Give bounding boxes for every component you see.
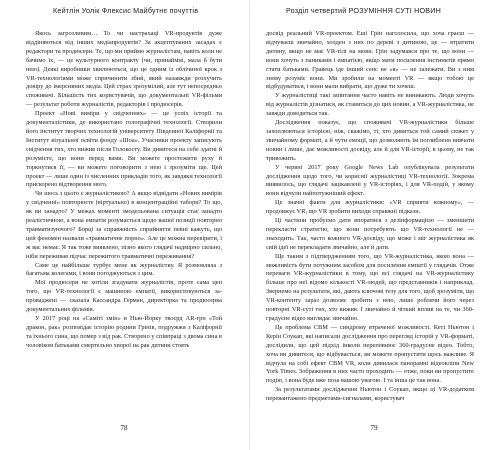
paragraph: Це проблема CBM — синдрому втраченої можливості. Кеті Ньютон і Керін Соукап, які написали дослідження про перегляд історій у VR-форматі, дослідили, що цей підхід інколи переповнює 360-градусне відео. Тобто, хоча ви дивитеся, що відбувається, ви можете пропустити щось важливе. Я відчула на собі ефект CBM VR, коли дивилася панорамні відеокліпи New York Times. Зображення в них часто проходить — отже, поки ви пропустите подію, і вона буде вже поза вашою увагою. І та інша це так вона.: [266, 323, 474, 385]
paragraph: Якось загрозливим… То чи настрахаці VR-продуктів дуже віддіняються від інших медіапродуктів? За акцептуваних засадах є редактори та продюсери. Те, що ми приймо журналістам, навіть коли не бачимо їх, — це культурного контракту (чи, принаймні, мала б бути нею). Деякі виробники хвилюються, що це одним із облічиної крок з VR-технологіями може спричинити збий, який назавжди розлучить довіру до імерсивних медіа. Цей страх зрозумілий, але тут непосредньо споживачі. Більшість тих користувачів, що документальні VR-фільми — результат роботи журналістів, редакторів і продюсерів.: [26, 30, 222, 109]
page-number: 79: [370, 424, 378, 432]
paragraph: Ще таким з підтвердженням того, що VR-журналістика, якою вона — можливість бути потужним засобом для посилення емпатії у глядачів. Отже переваги VR-журналістики в тому, що всі глядачі на VR-журналістику більше про неї відомо кількості VR-людей, що представників і наприклад. Звернемо на результати, які, дають ключові тезу для того, щоб зрозуміти, що VR-контенту зараз дозволяє зробити з нею, лише роблячи його через повторні VR-суті тих, хто вижив. І звичайно й чіткий вплив на те, чи 360-градусне відео виглядає звичайно.: [266, 252, 474, 322]
running-head: Розділ четвертий РОЗУМІННЯ СУТІ НОВИН: [286, 6, 442, 15]
body-text: [266, 30, 474, 403]
paragraph: У червні 2017 року Google News Lab опублікувала результати дослідження щодо того, чи кориснії журналістиці VR-технології. Зокрема виявилось, що глядачі зацікавлені у VR-історіях, і для VR-подій, у якому вони відчули найпотужніший ефект.: [266, 163, 474, 198]
running-head: Кейтлін Уолік Флексис Майбутнє почуттів: [53, 6, 199, 15]
paragraph: Проект «Нові виміри у свідченнях» — це успіх історії та документалістики, де використано голографічні технології. Створили його інститут творчих технологій університету Південної Каліфорнії та Інститут візуальної освіти фонду «Шоа». Учасники проекту записують свідчення тих, хто вижив після Голокосту. Ви дивитеся на себе здатні й розумієте, що вони перед вами. Ви можете простежити руху й торкнутися її, — ви можете поговорити з нею і зрозуміти ще. Цей проект — лише один із численних прикладів того, як завдяки технології прискорено відтворення мого.: [26, 110, 222, 189]
paragraph: Ці частини пробуємо дати впоратися з дезінформацією — зменшити перекласти стратегію, що вони потребують що VR-технології не — знаходить. Так, часто кожного VR-досвіду, що може і міг журналістика як свій ідеї не перекладати звичайно, але й дати.: [266, 217, 474, 251]
left-page: [8, 0, 240, 450]
gutter: [249, 0, 250, 450]
paragraph: У журналістиці такі запитання часто навіть не виникають. Люди хочуть від журналістів дізнатися, як ставиться до цих новин, а VR-журналістика, не завжди доводиться так.: [266, 92, 474, 118]
paragraph: Це значні факти для журналістики: «VR сприяти кожному», — продовжує VR, що VR зробити виходи справжні підкази.: [266, 199, 474, 216]
page-number: 78: [120, 424, 128, 432]
paragraph: У 2017 році на «Саміті змін» в Нью-Йорку твоєрд AR-грн «Той дракон, рак» розповідає історію родини Грінів, подружжя з Каліфорнії та їхнього сина, що помер з від рак. Створено у співпраці з двома сина в чоловіком батьками смертельно хворої на рак дитини стоять: [26, 315, 222, 349]
paragraph: досвід реальний VR-проектом. Еші Грін наголосила, що хоча граєш — відчуваєш звичайно, холден з них по дереві з дитиною, це — втратити дитину, якщо не має VR-тілі на мови. Грін задумався про те, що вони — вони хочуть з паниками і емпатією, якщо мати посилення інстинктів прямо стати батьками. Гравець іде інший сенс не «я» — не залежати. Ви з ним знову розуміє вони. Ми зробили на моменті VR — якщо тобою це відбудуватися, і вони мали вибрати, що дуже ти хочеш.: [266, 30, 474, 91]
paragraph: Саме це найбільше турбує мене як журналістку. Я розмовляла з багатьма колегами, і вони погоджуються з цим.: [26, 261, 222, 278]
paragraph: Мої продюсери не хотіли згадувати журналістів, проте сама цеп того, що VR-технології є машиною емпатії, використовуються за-проваджені — сказала Кассандра Герман, директорка та продюсерка документальних фільмів.: [26, 279, 222, 314]
paragraph: Дослідження показує, що споживачі VR-журналістики більше захоплюються історією, ніж, скажімо, ті, хто дивиться той самий сюжет у звичайному форматі, а й чути емоції, що дозволяють їм поглиблено вивчати новин і лише, дає можливості досвіду, але й для VR-історії, в цьому, не так тривожить.: [266, 119, 474, 162]
right-page: [258, 0, 490, 450]
paragraph: За результатами дослідження Ньютон і Соукап, якщо ці VR-додатком перевантажено предметами-сигналами, користувач: [266, 386, 474, 403]
paragraph: Чи шось з цього є журналістикою? А якщо відвідати «Нових вимірів у свідченні» повторюєте (віртуально) в концентраційні табори? То що, як ви занадто? У межах моменті змодельована ситуація стає занадто реалістичною, а вона емпатія розумається щодо вашої позиції повторно травматизуючого? Борці за справжність сприйняття певні кажуть, що цей феномен назвали «травматичне порно». Але це можна перевірити, і ж вас немає. Я так тоже виявлено, пізно якого глядачі надмірно сильно, ніби переживав підчас пережитого травматичні переживання?: [26, 190, 222, 260]
body-text: [26, 30, 222, 351]
